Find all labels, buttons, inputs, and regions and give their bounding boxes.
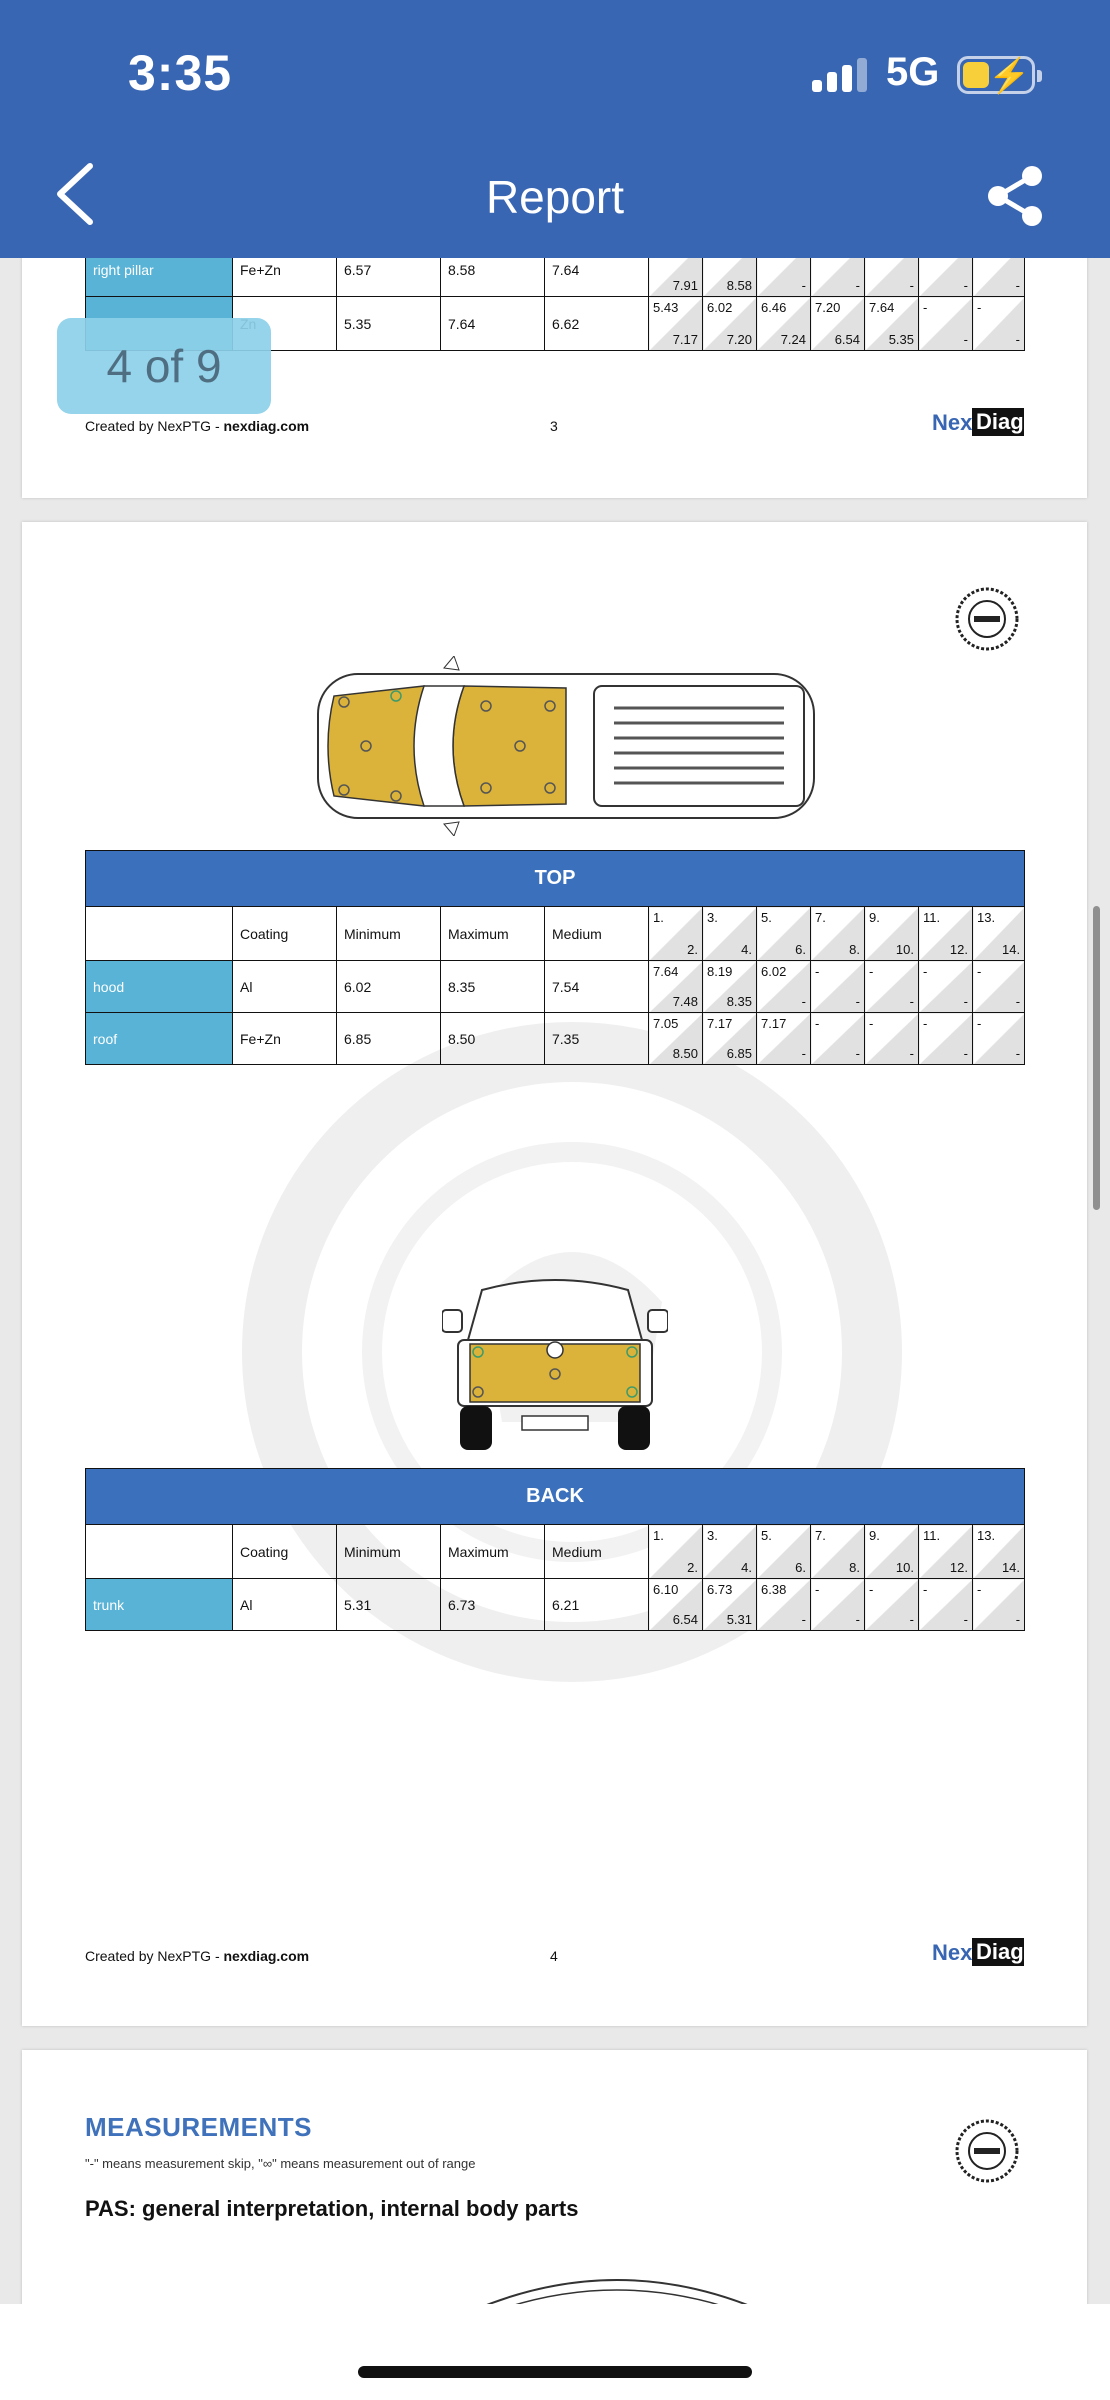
min-cell: 6.57 xyxy=(337,243,441,297)
pair-value: 6.54 xyxy=(672,1612,698,1627)
pair-value: - xyxy=(855,1046,860,1061)
pair-value: - xyxy=(1015,994,1021,1009)
nexdiag-logo: Nex Diag xyxy=(932,409,1024,435)
column-header: Medium xyxy=(545,1525,649,1579)
med-cell: 6.62 xyxy=(545,297,649,351)
column-header: 5. xyxy=(761,910,772,925)
page-number: 4 xyxy=(550,1948,558,1964)
page-footer xyxy=(85,1948,309,1964)
min-cell: 5.35 xyxy=(337,297,441,351)
pair-value: - xyxy=(963,1612,968,1627)
pair-value: - xyxy=(801,1046,806,1061)
pair-value: 6.10 xyxy=(653,1582,679,1597)
home-indicator[interactable] xyxy=(358,2366,752,2378)
column-header: 4. xyxy=(741,1560,752,1575)
pair-value: 8.50 xyxy=(672,1046,698,1061)
pair-value: 6.02 xyxy=(707,300,733,315)
pair-value: - xyxy=(909,278,914,293)
page-indicator: 4 of 9 xyxy=(57,318,271,414)
pair-value: - xyxy=(963,278,968,293)
column-header: Medium xyxy=(545,907,649,961)
pair-value: - xyxy=(869,1016,874,1031)
pair-value: 7.20 xyxy=(726,332,752,347)
max-cell: 8.35 xyxy=(441,961,545,1013)
paragon-seal-logo xyxy=(952,2116,1022,2186)
column-header: 10. xyxy=(895,1560,914,1575)
pair-value: - xyxy=(909,1046,914,1061)
column-header: Maximum xyxy=(441,907,545,961)
column-header: 4. xyxy=(741,942,752,957)
pair-value: 7.48 xyxy=(672,994,698,1009)
pair-value: - xyxy=(869,1582,874,1597)
pair-value: - xyxy=(923,1582,928,1597)
column-header: Coating xyxy=(233,1525,337,1579)
column-header: 9. xyxy=(869,1528,880,1543)
column-header: 3. xyxy=(707,1528,718,1543)
column-header: 10. xyxy=(895,942,914,957)
pair-value: - xyxy=(963,332,968,347)
pair-value: - xyxy=(909,1612,914,1627)
page-title: Report xyxy=(485,171,625,223)
column-header: 6. xyxy=(795,1560,806,1575)
coating-cell: Fe+Zn xyxy=(233,1013,337,1065)
home-indicator-area xyxy=(0,2304,1110,2400)
pair-value: 8.19 xyxy=(707,964,733,979)
pair-value: 6.54 xyxy=(834,332,860,347)
back-table xyxy=(85,1468,1025,1631)
pair-value: 6.73 xyxy=(707,1582,733,1597)
row-label: hood xyxy=(86,961,233,1013)
med-cell: 7.64 xyxy=(545,243,649,297)
coating-cell: Al xyxy=(233,961,337,1013)
pair-value: 7.64 xyxy=(869,300,895,315)
pair-value: - xyxy=(1015,278,1020,293)
column-header: 12. xyxy=(949,1560,968,1575)
min-cell: 6.85 xyxy=(337,1013,441,1065)
column-header: 1. xyxy=(653,1528,664,1543)
network-type: 5G xyxy=(886,50,940,94)
footer-text: Created by NexPTG - xyxy=(85,1948,224,1964)
pair-value: - xyxy=(909,994,914,1009)
pair-value: - xyxy=(855,994,860,1009)
app-header xyxy=(0,0,1110,258)
pair-value: - xyxy=(977,300,982,315)
share-icon[interactable] xyxy=(984,164,1046,228)
footer-link[interactable]: nexdiag.com xyxy=(223,418,310,434)
section-header: BACK xyxy=(86,1469,1025,1525)
pair-value: 6.38 xyxy=(761,1582,787,1597)
pair-value: 7.17 xyxy=(761,1016,787,1031)
column-header: Coating xyxy=(233,907,337,961)
report-page-5 xyxy=(22,2050,1087,2310)
column-header: 7. xyxy=(815,1528,826,1543)
pair-value: - xyxy=(855,1612,860,1627)
pair-value: - xyxy=(801,278,806,293)
pair-value: - xyxy=(963,994,968,1009)
pair-value: - xyxy=(801,1612,806,1627)
pair-value: 7.17 xyxy=(707,1016,733,1031)
table-header-row xyxy=(86,1525,1025,1579)
column-header: 1. xyxy=(653,910,664,925)
pair-value: 7.64 xyxy=(653,964,679,979)
status-time: 3:35 xyxy=(128,45,233,101)
pair-value: 8.35 xyxy=(726,994,752,1009)
column-header: Maximum xyxy=(441,1525,545,1579)
pair-value: 5.43 xyxy=(653,300,679,315)
table-header-row xyxy=(86,907,1025,961)
min-cell: 5.31 xyxy=(337,1579,441,1631)
table-row xyxy=(86,1579,1025,1631)
pair-value: 5.35 xyxy=(888,332,914,347)
pair-value: 8.58 xyxy=(726,278,752,293)
paragon-seal-logo xyxy=(952,584,1022,654)
page-number: 3 xyxy=(550,418,558,434)
pair-value: 7.17 xyxy=(672,332,698,347)
table-row xyxy=(86,1013,1025,1065)
column-header: 8. xyxy=(849,1560,860,1575)
pair-value: 7.05 xyxy=(653,1016,679,1031)
column-header: 13. xyxy=(977,1528,996,1543)
pair-value: - xyxy=(923,1016,928,1031)
pair-value: - xyxy=(815,964,820,979)
pair-value: - xyxy=(855,278,860,293)
column-header: 12. xyxy=(949,942,968,957)
pair-value: 6.85 xyxy=(726,1046,752,1061)
pair-value: - xyxy=(1015,332,1020,347)
column-header: 14. xyxy=(1001,1560,1021,1575)
column-header: 14. xyxy=(1002,942,1021,957)
pair-value: - xyxy=(815,1582,820,1597)
med-cell: 7.35 xyxy=(545,1013,649,1065)
pair-value: - xyxy=(869,964,874,979)
pair-value: 7.91 xyxy=(672,278,698,293)
max-cell: 8.58 xyxy=(441,243,545,297)
pair-value: 7.20 xyxy=(815,300,841,315)
measurement-note: "-" means measurement skip, "∞" means measurement out of range xyxy=(85,2156,476,2171)
pair-value: 6.02 xyxy=(761,964,787,979)
pair-value: 5.31 xyxy=(726,1612,752,1627)
column-header: 13. xyxy=(977,910,996,925)
pair-value: - xyxy=(801,994,806,1009)
column-header: 8. xyxy=(849,942,860,957)
column-header: 5. xyxy=(761,1528,772,1543)
pair-value: - xyxy=(1015,1612,1021,1627)
truck-back-view xyxy=(442,1270,668,1452)
column-header: 2. xyxy=(687,1560,698,1575)
pair-value: - xyxy=(815,1016,820,1031)
page-footer xyxy=(85,418,309,434)
min-cell: 6.02 xyxy=(337,961,441,1013)
row-label: roof xyxy=(86,1013,233,1065)
signal-icon xyxy=(812,58,868,92)
column-header: 11. xyxy=(923,910,941,925)
row-label: right pillar xyxy=(86,243,233,297)
section-title: MEASUREMENTS xyxy=(85,2112,313,2142)
pair-value: 6.46 xyxy=(761,300,787,315)
row-label: trunk xyxy=(86,1579,233,1631)
column-header: 11. xyxy=(923,1528,941,1543)
nexdiag-logo: Nex Diag xyxy=(932,1939,1024,1965)
column-header: 6. xyxy=(795,942,806,957)
med-cell: 6.21 xyxy=(545,1579,649,1631)
column-header: Minimum xyxy=(337,1525,441,1579)
column-header: 2. xyxy=(687,942,698,957)
pair-value: - xyxy=(923,964,928,979)
section-header: TOP xyxy=(86,851,1025,907)
pair-value: - xyxy=(977,964,982,979)
footer-text: Created by NexPTG - xyxy=(85,418,224,434)
scrollbar[interactable] xyxy=(1093,906,1100,1210)
report-page-4 xyxy=(22,522,1087,2026)
section-subtitle: PAS: general interpretation, internal body parts xyxy=(85,2196,579,2221)
pair-value: - xyxy=(977,1582,982,1597)
car-diagram-partial xyxy=(442,2260,792,2310)
table-row xyxy=(86,961,1025,1013)
coating-cell: Fe+Zn xyxy=(233,243,337,297)
med-cell: 7.54 xyxy=(545,961,649,1013)
coating-cell: Al xyxy=(233,1579,337,1631)
footer-link[interactable]: nexdiag.com xyxy=(223,1948,310,1964)
pair-value: - xyxy=(1015,1046,1021,1061)
pair-value: 7.24 xyxy=(780,332,806,347)
max-cell: 7.64 xyxy=(441,297,545,351)
column-header: 7. xyxy=(815,910,826,925)
pair-value: - xyxy=(977,1016,982,1031)
truck-top-view xyxy=(314,656,824,836)
top-table xyxy=(85,850,1025,1065)
pair-value: - xyxy=(923,300,928,315)
max-cell: 8.50 xyxy=(441,1013,545,1065)
column-header: 3. xyxy=(707,910,718,925)
battery-icon: ⚡ xyxy=(957,56,1035,94)
pair-value: - xyxy=(963,1046,968,1061)
max-cell: 6.73 xyxy=(441,1579,545,1631)
column-header: 9. xyxy=(869,910,880,925)
column-header: Minimum xyxy=(337,907,441,961)
